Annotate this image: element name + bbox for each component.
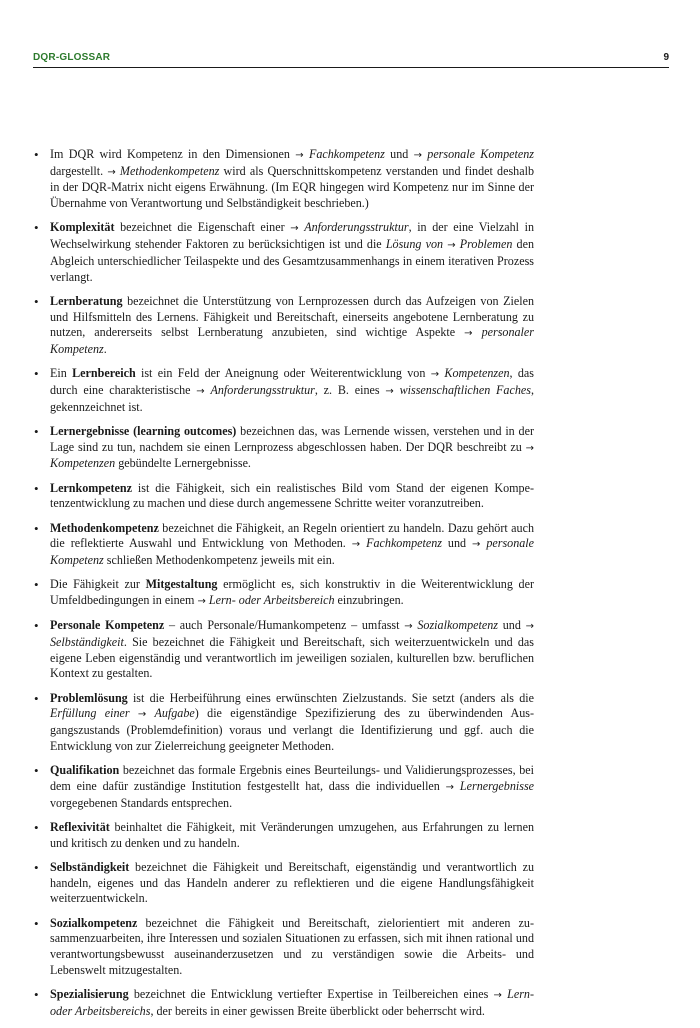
cross-reference: Anforderungsstruktur: [304, 220, 409, 235]
term-heading: Lernberatung: [50, 293, 123, 308]
page-number: 9: [663, 52, 669, 63]
glossary-entry: [50, 577, 534, 609]
entry-text: ist die Fähigkeit, sich ein realistisches Bild vom Stand der eigenen Kompetenzentwicklung zu machen und diese durch angemessene Schritte weiter voranzutreiben.: [50, 480, 534, 511]
entry-text: und: [442, 536, 472, 551]
term-heading: Spezialisierung: [50, 986, 129, 1001]
term-heading: Problemlösung: [50, 690, 128, 705]
term-heading: Lernbereich: [72, 366, 136, 381]
glossary-entry: [50, 147, 534, 212]
arrow-right-icon: →: [525, 442, 534, 454]
glossary-entry: [50, 521, 534, 569]
glossary-list: [33, 147, 534, 1028]
arrow-right-icon: →: [430, 369, 440, 381]
glossary-entry: [50, 916, 534, 979]
entry-text: . Sie bezeichnet die Fähigkeit und Bereitschaft, sich weiterzuentwickeln und das eigene Leben eigenständig und verantwortlich im jeweiligen sozialen, kulturellen bzw. beruflichen Kontext zu gestalten.: [50, 635, 534, 681]
cross-reference: Lösung von: [385, 237, 448, 252]
entry-text: bezeichnet die Entwicklung vertiefter Expertise in Teilbereichen eines: [128, 986, 494, 1001]
cross-reference: Erfüllung einer: [50, 706, 138, 721]
entry-text: bezeichnet die Fähigkeit und Bereitschaft, zielorientiert mit anderen zusammenzuarbeiten, ihre Interessen und sozialen Situationen zu erfassen, sich mit ihnen rational und verantwortungsbewusst auseinanderzusetzen und zu verständigen sowie die Arbeits- und Lebenswelt mitzugestalten.: [50, 915, 534, 977]
arrow-right-icon: →: [290, 223, 299, 235]
cross-reference: personale Kompetenz: [50, 536, 535, 568]
entry-text: bezeichnet die Unterstützung von Lernprozessen durch das Aufzeigen von Zielen und Hilfsmitteln des Lernens. Fähigkeit und Bereitschaft, einerseits angebotene Lernberatung zu nutzen, andererseits selbst Lernberatung anzubieten, sind wichtige Aspekte: [50, 293, 534, 340]
entry-text: bezeichnet die Fähigkeit, an Regeln orientiert zu handeln. Dazu gehört auch die reflektierte Auswahl und Entwicklung von Methoden.: [50, 520, 534, 551]
arrow-right-icon: →: [404, 621, 413, 633]
arrow-right-icon: →: [464, 328, 473, 340]
header-title: DQR-GLOSSAR: [33, 52, 111, 63]
term-heading: Personale Kompetenz: [50, 618, 165, 633]
entry-text: , gekennzeichnet ist.: [50, 382, 534, 414]
glossary-entry: [50, 220, 534, 285]
entry-text: und: [498, 618, 526, 633]
cross-reference: Anforderungsstruktur: [210, 382, 315, 397]
entry-text: ist die Herbeiführung eines erwünschten Zielzustands. Sie setzt (anders als die: [127, 690, 534, 705]
cross-reference: Kompetenzen: [50, 456, 116, 471]
cross-reference: Problemen: [455, 237, 513, 252]
cross-reference: Fachkompetenz: [308, 147, 385, 161]
cross-reference: personale Kompetenz: [427, 147, 534, 161]
glossary-entry: [50, 691, 534, 755]
entry-text: bezeichnet die Fähigkeit und Bereitschaft, eigenständig und verantwortlich zu handeln, eigenes und das Handeln anderer zu reflektieren und die eigene Handlungsfähigkeit weiterzuentwickeln.: [50, 859, 534, 906]
arrow-right-icon: →: [493, 989, 502, 1001]
arrow-right-icon: →: [107, 166, 116, 178]
entry-text: , in der eine Vielzahl in Wechselwirkung stehender Faktoren zu berücksichtigen ist und die: [50, 220, 534, 252]
arrow-right-icon: →: [196, 385, 205, 397]
arrow-right-icon: →: [137, 709, 147, 721]
entry-text: einzubringen.: [334, 593, 404, 608]
arrow-right-icon: →: [385, 385, 394, 397]
cross-reference: Lernergebnisse: [459, 778, 535, 793]
entry-text: ermöglicht es, sich konstruktiv in die Weiterentwicklung der Umfeldbedingungen in einem: [50, 577, 535, 608]
cross-reference: Fachkompetenz: [366, 536, 442, 551]
arrow-right-icon: →: [447, 240, 456, 252]
arrow-right-icon: →: [197, 596, 206, 608]
glossary-entry: [50, 763, 534, 811]
cross-reference: Lern- oder Arbeitsbereich: [208, 593, 335, 608]
arrow-right-icon: →: [445, 781, 455, 793]
entry-text: Die Fähigkeit zur: [50, 577, 146, 592]
term-heading: Mitgestaltung: [145, 577, 218, 592]
term-heading: Lernergebnisse (learning outcomes): [50, 423, 237, 438]
entry-text: bezeichnen das, was Lernende wissen, verstehen und in der Lage sind zu tun, nachdem sie einen Lernprozess abgeschlossen haben. Der DQR beschreibt zu: [50, 423, 534, 454]
arrow-right-icon: →: [525, 621, 535, 633]
term-heading: Reflexivität: [50, 819, 110, 834]
entry-text: beinhaltet die Fähigkeit, mit Veränderungen umzugehen, aus Erfahrungen zu lernen und kritisch zu denken und zu handeln.: [50, 819, 534, 850]
glossary-entry: [50, 987, 534, 1019]
glossary-entry: [50, 820, 534, 851]
entry-text: Im DQR wird Kompetenz in den Dimensionen: [50, 147, 296, 161]
arrow-right-icon: →: [472, 539, 481, 551]
glossary-entry: [50, 424, 534, 472]
entry-text: bezeichnet die Eigenschaft einer: [114, 220, 291, 235]
cross-reference: personaler Kompetenz: [50, 325, 534, 356]
entry-text: , der bereits in einer gewissen Breite überblickt oder beherrscht wird.: [150, 1003, 485, 1018]
term-heading: Qualifikation: [50, 763, 120, 778]
entry-text: ) die eigenständige Spezifizierung des zu überwindenden Ausgangszustands (Problemdefinition) voraus und verlangt die Identifizierung und ggf. auch die Entwicklung von zur Zielerreichung geeigneter Methoden.: [50, 706, 535, 753]
glossary-entry: [50, 366, 534, 415]
entry-text: , z. B. eines: [314, 382, 386, 397]
entry-text: Ein: [50, 366, 73, 381]
glossary-entry: [50, 481, 534, 512]
arrow-right-icon: →: [413, 150, 422, 161]
cross-reference: wissenschaftlichen Faches: [399, 382, 531, 397]
entry-text: schließen Methodenkompetenz jeweils mit ein.: [103, 553, 335, 568]
cross-reference: Aufgabe: [146, 706, 195, 721]
cross-reference: Sozialkompetenz: [417, 618, 498, 633]
term-heading: Sozialkompetenz: [50, 915, 138, 930]
entry-text: wird als Querschnittskompetenz verstanden und findet deshalb in der DQR-Matrix nicht eigens Erwähnung. (Im EQR hingegen wird Kompetenz nur im Sinne der Übernahme von Verantwortung und Selbständigkeit beschrieben.): [50, 163, 534, 211]
term-heading: Komplexität: [50, 220, 115, 235]
glossary-entry: [50, 860, 534, 907]
term-heading: Lernkompetenz: [50, 480, 132, 495]
entry-text: .: [103, 341, 107, 356]
term-heading: Selbständigkeit: [50, 859, 130, 874]
entry-text: und: [384, 147, 414, 161]
entry-text: , das durch eine charakteristische: [50, 366, 534, 397]
arrow-right-icon: →: [351, 539, 361, 551]
cross-reference: Methodenkompetenz: [119, 163, 220, 178]
term-heading: Methodenkompetenz: [50, 520, 159, 535]
entry-text: den Abgleich unterschiedlicher Teilaspekte und des Gesamtzusammenhangs in einem iterativen Prozess verlangt.: [50, 237, 534, 284]
glossary-entry: [50, 294, 534, 358]
arrow-right-icon: →: [295, 150, 304, 161]
entry-text: dargestellt.: [50, 163, 108, 178]
page-header: [33, 50, 669, 68]
entry-text: ist ein Feld der Aneignung oder Weiterentwicklung von: [135, 366, 431, 381]
entry-text: – auch Personale/Humankompetenz – umfasst: [164, 618, 405, 633]
cross-reference: Selbständigkeit: [50, 635, 124, 650]
entry-text: [473, 325, 482, 339]
glossary-entry: [50, 618, 534, 682]
cross-reference: Kompetenzen: [444, 366, 510, 381]
entry-text: vorgegebenen Standards entsprechen.: [50, 795, 233, 810]
entry-text: gebündelte Lernergebnisse.: [115, 456, 251, 471]
cross-reference: Lern- oder Arbeitsbereichs: [50, 986, 534, 1018]
entry-text: bezeichnet das formale Ergebnis eines Beurteilungs- und Validierungsprozesses, bei dem eine dafür zuständige Institution festgestellt hat, dass die individuellen: [50, 763, 534, 793]
